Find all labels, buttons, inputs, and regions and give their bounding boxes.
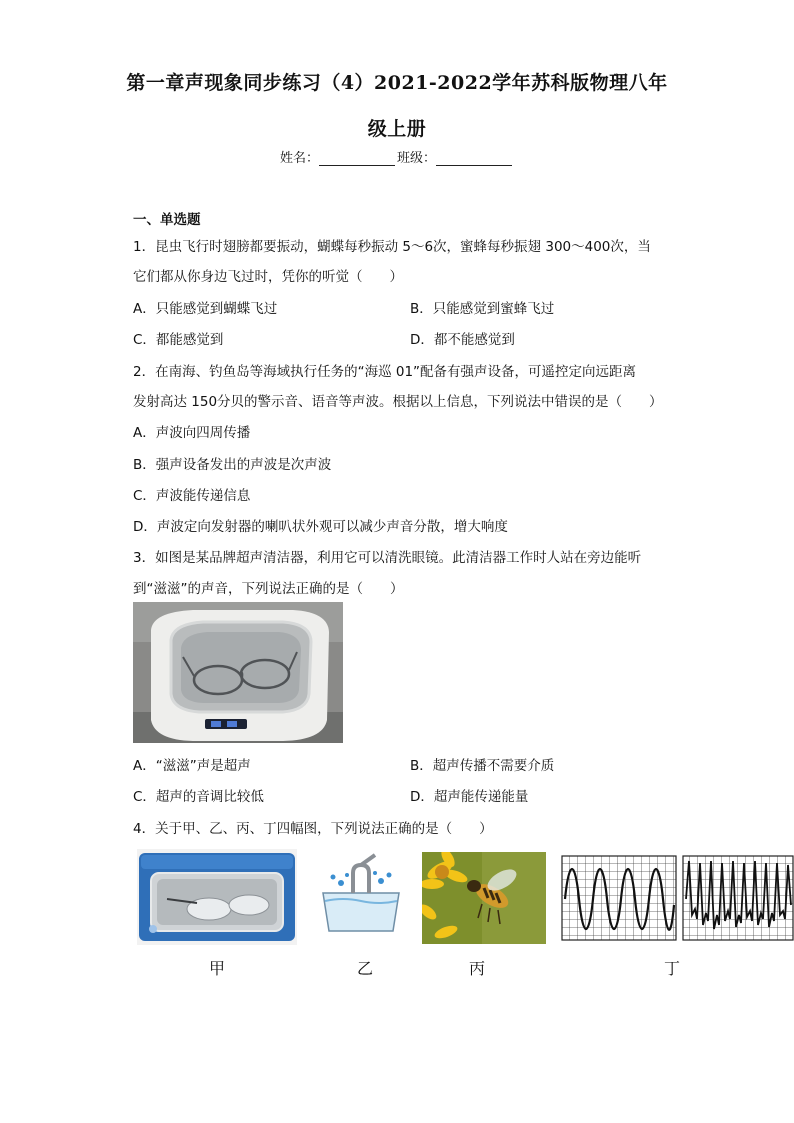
q3-option-d: D．超声能传递能量 xyxy=(410,789,529,805)
q1-stem-line2: 它们都从你身边飞过时，凭你的听觉（ ） xyxy=(133,269,403,285)
q4-stem: 4．关于甲、乙、丙、丁四幅图，下列说法正确的是（ ） xyxy=(133,821,493,837)
q2-option-a: A．声波向四周传播 xyxy=(133,425,251,441)
q1-option-b: B．只能感觉到蜜蜂飞过 xyxy=(410,301,555,317)
section-heading: 一、单选题 xyxy=(133,212,201,228)
caption-bing: 丙 xyxy=(469,959,486,978)
name-label: 姓名： xyxy=(279,151,319,166)
ultrasonic-cleaner-photo xyxy=(133,602,343,743)
q3-option-b: B．超声传播不需要介质 xyxy=(410,758,555,774)
q2-option-c: C．声波能传递信息 xyxy=(133,488,251,504)
figure-yi-tuning-fork xyxy=(313,853,409,935)
q2-stem-line2: 发射高达 150分贝的警示音、语音等声波。根据以上信息，下列说法中错误的是（ ） xyxy=(133,394,663,410)
q1-option-a: A．只能感觉到蝴蝶飞过 xyxy=(133,301,278,317)
q1-option-c: C．都能感觉到 xyxy=(133,332,224,348)
figure-jia-cleaner xyxy=(137,849,297,945)
q1-stem-line1: 1．昆虫飞行时翅膀都要振动，蝴蝶每秒振动 5～6次，蜜蜂每秒振翅 300～400次，当 xyxy=(133,239,651,255)
page-title-line1: 第一章声现象同步练习（4）2021-2022学年苏科版物理八年 xyxy=(126,72,668,94)
q3-stem-line1: 3．如图是某品牌超声清洁器，利用它可以清洗眼镜。此清洁器工作时人站在旁边能听 xyxy=(133,550,642,566)
q3-option-a: A．“滋滋”声是超声 xyxy=(133,758,251,774)
name-blank[interactable] xyxy=(319,152,395,166)
q2-stem-line1: 2．在南海、钓鱼岛等海域执行任务的“海巡 01”配备有强声设备，可遥控定向远距离 xyxy=(133,364,637,380)
class-label: 班级： xyxy=(397,151,437,166)
q3-option-c: C．超声的音调比较低 xyxy=(133,789,264,805)
figure-bing-bee-photo xyxy=(422,852,546,944)
q2-option-d: D．声波定向发射器的喇叭状外观可以减少声音分散，增大响度 xyxy=(133,519,508,535)
page-title-line2: 级上册 xyxy=(367,118,427,140)
figure-ding-waveforms xyxy=(561,855,794,941)
q1-option-d: D．都不能感觉到 xyxy=(410,332,515,348)
caption-yi: 乙 xyxy=(357,959,374,978)
caption-ding: 丁 xyxy=(664,959,681,978)
class-blank[interactable] xyxy=(436,152,512,166)
caption-jia: 甲 xyxy=(209,959,226,978)
q2-option-b: B．强声设备发出的声波是次声波 xyxy=(133,457,332,473)
name-class-row xyxy=(0,147,794,166)
q3-stem-line2: 到“滋滋”的声音，下列说法正确的是（ ） xyxy=(133,581,404,597)
